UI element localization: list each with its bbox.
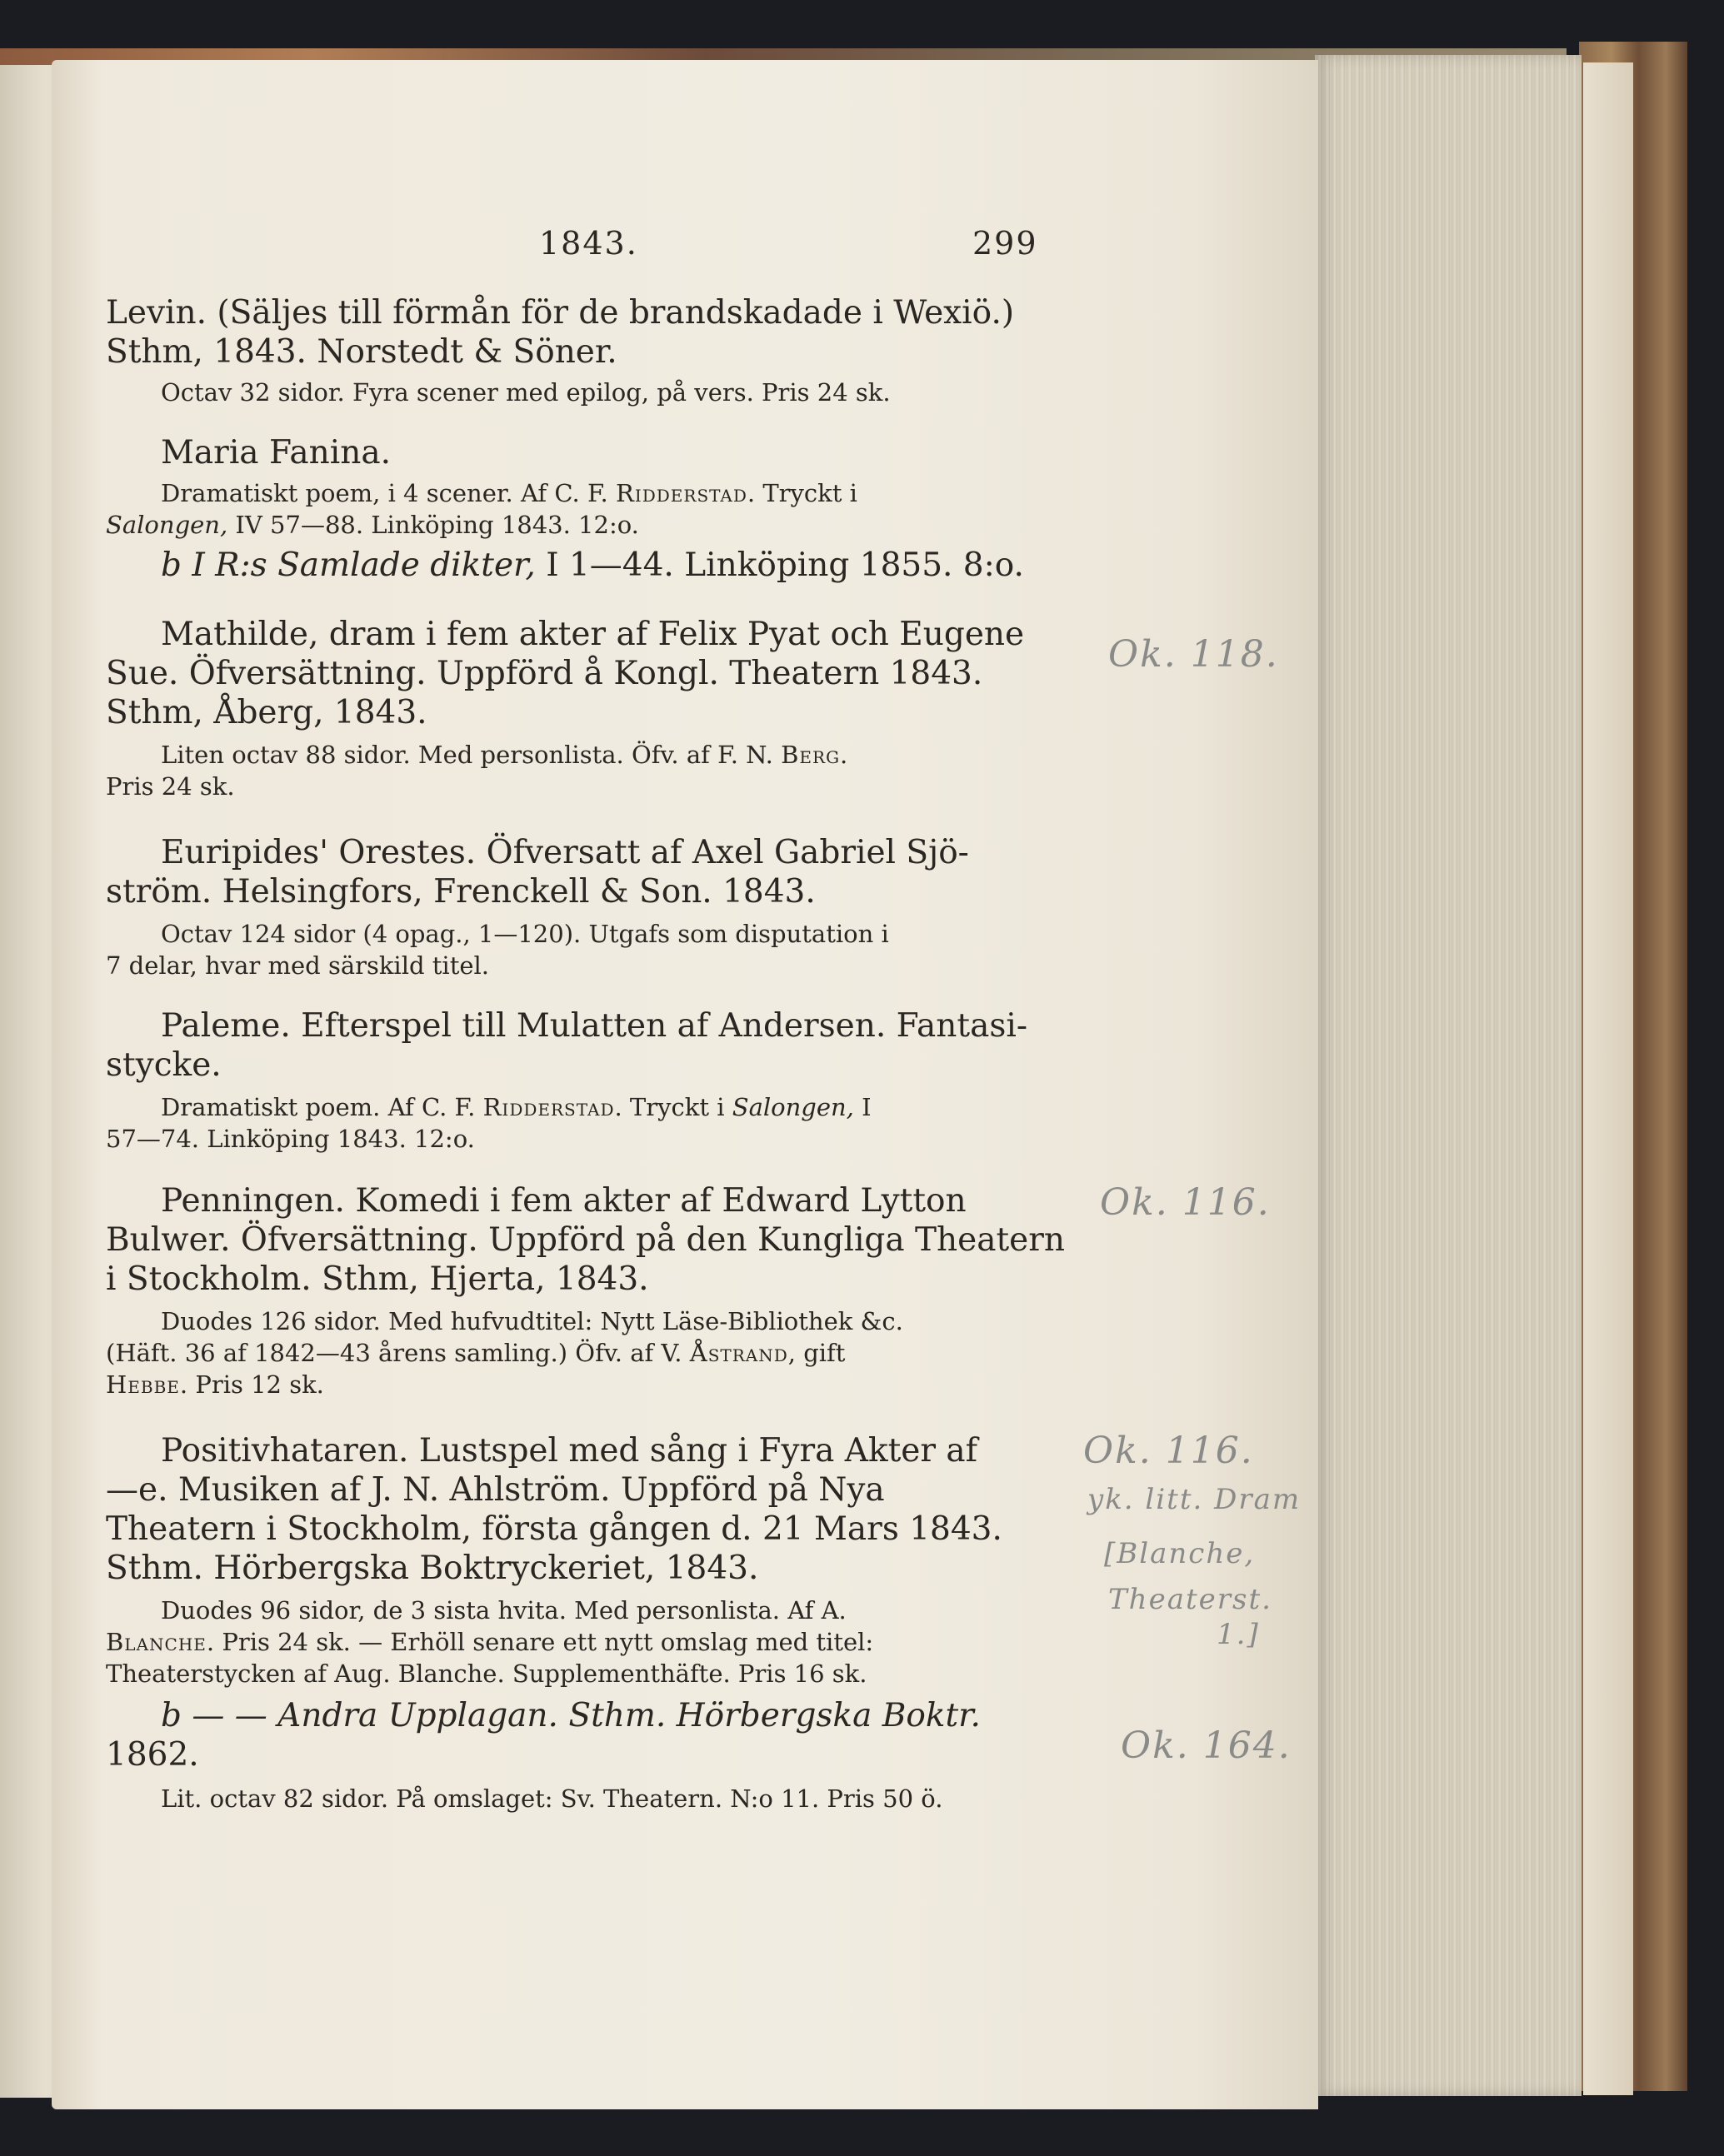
translator-name: Åstrand [689, 1339, 788, 1367]
entry-line: Sthm. Hörbergska Boktryckeriet, 1843. [106, 1550, 759, 1587]
entry-line: Bulwer. Öfversättning. Uppförd på den Kungliga Theatern [106, 1221, 1066, 1259]
note-text: Dramatiskt poem, i 4 scener. Af C. F. [161, 479, 616, 507]
running-header [106, 225, 1039, 267]
entry-maria-fanina [106, 433, 1072, 585]
entry-title [106, 293, 1072, 372]
entry-line: Sthm, Åberg, 1843. [106, 694, 427, 731]
cover-inner-edge [1583, 62, 1633, 2095]
entry-line: Sue. Öfversättning. Uppförd å Kongl. Theatern 1843. [106, 655, 983, 692]
entry-orestes [106, 833, 1072, 981]
entry-line: Positivhataren. Lustspel med sång i Fyra Akter af [161, 1432, 978, 1470]
note-text: (Häft. 36 af 1842—43 årens samling.) Öfv. af V. [106, 1339, 690, 1367]
page-number: 299 [972, 225, 1038, 262]
entry-positivhataren [106, 1431, 1072, 1814]
handwritten-annotation: Ok. 116. [1083, 1430, 1254, 1472]
journal-title: Salongen, [732, 1093, 854, 1121]
author-name: Blanche [106, 1628, 207, 1656]
entry-note [106, 1091, 1072, 1155]
note-text: Duodes 126 sidor. Med hufvudtitel: Nytt Läse-Bibliothek &c. [161, 1307, 903, 1335]
edition-line: b — — Andra Upplagan. Sthm. Hörbergska Boktr. [161, 1697, 981, 1734]
entry-line: Theatern i Stockholm, första gången d. 21 Mars 1843. [106, 1510, 1002, 1548]
note-text: . Tryckt i [614, 1093, 732, 1121]
handwritten-annotation: Ok. 164. [1121, 1724, 1292, 1767]
handwritten-annotation: Ok. 116. [1100, 1181, 1271, 1224]
note-line: Lit. octav 82 sidor. På omslaget: Sv. Theatern. N:o 11. Pris 50 ö. [161, 1784, 943, 1813]
entry-title [106, 1006, 1072, 1085]
note-text: Theaterstycken af Aug. Blanche. Supplementhäfte. Pris 16 sk. [106, 1659, 867, 1688]
note-text: . Pris 24 sk. — Erhöll senare ett nytt omslag med titel: [206, 1628, 874, 1656]
note-text: Pris 24 sk. [106, 772, 235, 801]
entry-mathilde [106, 615, 1072, 802]
entry-line: Penningen. Komedi i fem akter af Edward Lytton [161, 1182, 967, 1220]
entry-penningen [106, 1181, 1072, 1400]
entry-note [106, 477, 1072, 541]
author-name: Berg [781, 741, 841, 769]
note-text: I [853, 1093, 872, 1121]
handwritten-annotation: yk. litt. Dram [1087, 1483, 1302, 1516]
journal-title: Salongen, [106, 511, 228, 539]
entry-title [106, 433, 1072, 472]
entry-paleme [106, 1006, 1072, 1155]
entry-title [106, 615, 1072, 732]
entry-note [106, 1595, 1072, 1689]
entry-line: Paleme. Efterspel till Mulatten af Andersen. Fantasi- [161, 1007, 1028, 1045]
entry-line: —e. Musiken af J. N. Ahlström. Uppförd på Nya [106, 1471, 885, 1509]
collection-title: R:s Samlade dikter, [215, 546, 536, 584]
note-text: . [840, 741, 848, 769]
entry-title [106, 1181, 1072, 1299]
translator-name: Hebbe [106, 1370, 180, 1399]
edition-line: 1862. [106, 1736, 199, 1774]
entry-line: Maria Fanina. [161, 434, 391, 472]
entry-note [106, 918, 1072, 981]
entry-line: ström. Helsingfors, Frenckell & Son. 1843. [106, 873, 816, 911]
entry-line: Euripides' Orestes. Öfversatt af Axel Gabriel Sjö- [161, 834, 969, 871]
entry-edition-b [106, 1696, 1072, 1774]
edition-text: I 1—44. Linköping 1855. 8:o. [535, 546, 1024, 584]
author-name: Ridderstad [616, 479, 747, 507]
entry-note [106, 377, 1072, 408]
entry-line: Sthm, 1843. Norstedt & Söner. [106, 333, 617, 371]
entry-edition-b [106, 546, 1072, 585]
handwritten-annotation: Ok. 118. [1108, 633, 1279, 676]
entry-line: Levin. (Säljes till förmån för de brandskadade i Wexiö.) [106, 294, 1015, 332]
edition-text: b I [161, 546, 216, 584]
note-text: 57—74. Linköping 1843. 12:o. [106, 1125, 475, 1153]
entry-note [106, 739, 1072, 802]
entry-title [106, 1431, 1072, 1588]
note-line: Octav 124 sidor (4 opag., 1—120). Utgafs som disputation i [161, 920, 889, 948]
page-block-edges [1315, 55, 1582, 2096]
note-text: . Pris 12 sk. [179, 1370, 324, 1399]
note-text: , gift [787, 1339, 846, 1367]
handwritten-annotation: [Blanche, [1104, 1537, 1256, 1570]
note-text: . Tryckt i [747, 479, 857, 507]
entry-edition-note [106, 1783, 1072, 1814]
entry-title [106, 833, 1072, 911]
note-text: Liten octav 88 sidor. Med personlista. Öfv. af F. N. [161, 741, 782, 769]
entry-line: i Stockholm. Sthm, Hjerta, 1843. [106, 1260, 649, 1298]
entry-levin [106, 293, 1072, 408]
handwritten-annotation: Theaterst. [1108, 1583, 1272, 1616]
entry-line: stycke. [106, 1046, 222, 1084]
note-line: Octav 32 sidor. Fyra scener med epilog, på vers. Pris 24 sk. [161, 378, 891, 407]
note-line: 7 delar, hvar med särskild titel. [106, 951, 490, 980]
author-name: Ridderstad [482, 1093, 615, 1121]
handwritten-annotation: 1.] [1217, 1618, 1260, 1651]
note-text: IV 57—88. Linköping 1843. 12:o. [227, 511, 639, 539]
entry-line: Mathilde, dram i fem akter af Felix Pyat och Eugene [161, 616, 1025, 653]
entry-note [106, 1305, 1072, 1400]
note-text: Duodes 96 sidor, de 3 sista hvita. Med personlista. Af A. [161, 1596, 847, 1624]
note-text: Dramatiskt poem. Af C. F. [161, 1093, 483, 1121]
header-year: 1843. [539, 225, 638, 262]
